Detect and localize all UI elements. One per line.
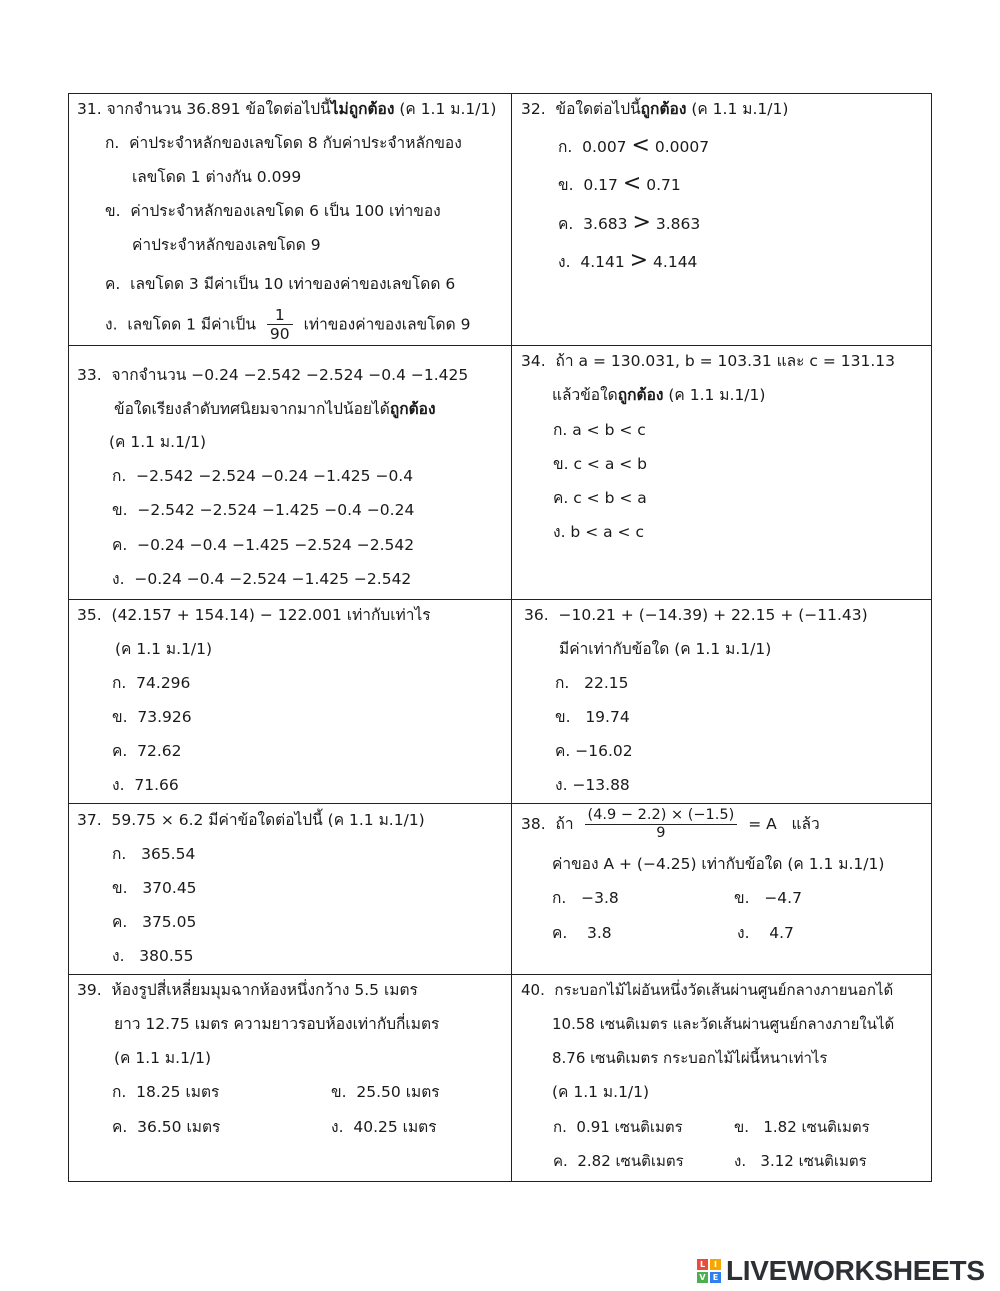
choice-b[interactable]: ข. 370.45 — [112, 879, 197, 897]
question-37-stem: 37. 59.75 × 6.2 มีค่าข้อใดต่อไปนี้ (ค 1.1 ม.1/1) — [77, 811, 425, 829]
choice-d[interactable]: ง. b < a < c — [553, 523, 644, 541]
table-border-right — [931, 93, 932, 1182]
choice-a[interactable]: ก. a < b < c — [553, 421, 646, 439]
choice-label: ก. — [105, 134, 120, 152]
question-32 — [512, 94, 931, 345]
choice-c[interactable]: ค. 36.50 เมตร — [112, 1118, 221, 1136]
question-32-stem: 32. ข้อใดต่อไปนี้ถูกต้อง (ค 1.1 ม.1/1) — [521, 100, 789, 118]
choice-a[interactable]: ก. 0.007 < 0.0007 — [558, 133, 710, 158]
curriculum-code: (ค 1.1 ม.1/1) — [552, 1083, 650, 1101]
question-number: 39. — [77, 981, 102, 999]
logo-letter: I — [710, 1259, 721, 1270]
choice-d[interactable]: ง. 40.25 เมตร — [331, 1118, 437, 1136]
choice-a[interactable]: ก. −2.542 −2.524 −0.24 −1.425 −0.4 — [112, 467, 414, 485]
question-number: 37. — [77, 811, 102, 829]
choice-c[interactable]: ค. 3.8 — [552, 924, 612, 942]
question-33-stem: 33. จากจำนวน −0.24 −2.542 −2.524 −0.4 −1.425 — [77, 366, 469, 384]
choice-c[interactable]: ค. 72.62 — [112, 742, 182, 760]
choice-c[interactable]: ค. −16.02 — [555, 742, 633, 760]
choice-c[interactable]: ค. 2.82 เซนติเมตร — [553, 1152, 684, 1170]
question-number: 38. — [521, 815, 546, 834]
question-40 — [512, 975, 931, 1181]
greater-than-sign: > — [629, 248, 649, 273]
fraction: $\frac{(4.9 - 2.2) \times (-1.5)}{9}$ — [585, 808, 738, 841]
less-than-sign: < — [622, 171, 642, 196]
logo-letter: E — [710, 1272, 721, 1283]
choice-d[interactable]: ง. 380.55 — [112, 947, 194, 965]
question-31 — [69, 94, 511, 345]
choice-b[interactable]: ข. 25.50 เมตร — [331, 1083, 440, 1101]
question-33-stem-line2: ข้อใดเรียงลำดับทศนิยมจากมากไปน้อยได้ถูกต้อง — [114, 400, 436, 418]
choice-b[interactable]: ข. 19.74 — [555, 708, 630, 726]
curriculum-code: (ค 1.1 ม.1/1) — [114, 1049, 212, 1067]
curriculum-code: (ค 1.1 ม.1/1) — [109, 433, 207, 451]
question-34-stem: 34. ถ้า a = 130.031, b = 103.31 และ c = 131.13 — [521, 352, 896, 370]
choice-b[interactable]: ข. ค่าประจำหลักของเลขโดด 6 เป็น 100 เท่าของ — [105, 202, 441, 220]
choice-d[interactable]: ง. 71.66 — [112, 776, 179, 794]
choice-label: ค. — [105, 275, 121, 293]
question-39-stem-line2: ยาว 12.75 เมตร ความยาวรอบห้องเท่ากับกี่เมตร — [114, 1015, 440, 1033]
choice-d[interactable]: ง. −13.88 — [555, 776, 630, 794]
choice-b[interactable]: ข. 73.926 — [112, 708, 192, 726]
logo-text: LIVEWORKSHEETS — [726, 1255, 985, 1286]
question-number: 40. — [521, 981, 545, 999]
choice-a[interactable]: ก. ค่าประจำหลักของเลขโดด 8 กับค่าประจำหลักของ — [105, 134, 462, 152]
choice-a-continued: เลขโดด 1 ต่างกัน 0.099 — [132, 168, 302, 186]
choice-label: ง. — [105, 315, 118, 334]
question-37 — [69, 804, 511, 974]
question-number: 35. — [77, 606, 102, 624]
choice-b-continued: ค่าประจำหลักของเลขโดด 9 — [132, 236, 321, 254]
question-38-stem-line2: ค่าของ A + (−4.25) เท่ากับข้อใด (ค 1.1 ม.1/1) — [552, 855, 885, 873]
choice-d[interactable]: ง. 3.12 เซนติเมตร — [734, 1152, 867, 1170]
live-logo-icon — [697, 1259, 721, 1283]
choice-c[interactable]: ค. −0.24 −0.4 −1.425 −2.524 −2.542 — [112, 536, 415, 554]
choice-a[interactable]: ก. 74.296 — [112, 674, 191, 692]
question-35 — [69, 600, 511, 803]
choice-b[interactable]: ข. −2.542 −2.524 −1.425 −0.4 −0.24 — [112, 501, 415, 519]
question-40-stem-line3: 8.76 เซนติเมตร กระบอกไม้ไผ่นี้หนาเท่าไร — [552, 1049, 828, 1067]
choice-d[interactable]: ง. 4.141 > 4.144 — [558, 248, 698, 273]
choice-a[interactable]: ก. 0.91 เซนติเมตร — [553, 1118, 683, 1136]
logo-letter: V — [697, 1272, 708, 1283]
choice-b[interactable]: ข. 1.82 เซนติเมตร — [734, 1118, 870, 1136]
question-number: 31. — [77, 100, 102, 118]
question-number: 32. — [521, 100, 546, 118]
question-33 — [69, 346, 511, 599]
question-36-stem: 36. −10.21 + (−14.39) + 22.15 + (−11.43) — [524, 606, 868, 624]
fraction: $\frac{1}{90}$ — [267, 307, 293, 343]
question-number: 36. — [524, 606, 549, 624]
liveworksheets-logo[interactable] — [697, 1257, 985, 1285]
question-34-stem-line2: แล้วข้อใดถูกต้อง (ค 1.1 ม.1/1) — [552, 386, 766, 404]
choice-label: ข. — [105, 202, 121, 220]
choice-c[interactable]: ค. c < b < a — [553, 489, 647, 507]
logo-letter: L — [697, 1259, 708, 1270]
greater-than-sign: > — [632, 210, 651, 235]
choice-a[interactable]: ก. 22.15 — [555, 674, 629, 692]
choice-c[interactable]: ค. เลขโดด 3 มีค่าเป็น 10 เท่าของค่าของเลขโดด 6 — [105, 275, 456, 293]
choice-b[interactable]: ข. −4.7 — [734, 889, 802, 907]
choice-c[interactable]: ค. 3.683 > 3.863 — [558, 210, 701, 235]
question-number: 33. — [77, 366, 102, 384]
question-31-stem: 31. จากจำนวน 36.891 ข้อใดต่อไปนี้ไม่ถูกต้อง (ค 1.1 ม.1/1) — [77, 100, 497, 118]
choice-b[interactable]: ข. c < a < b — [553, 455, 647, 473]
choice-a[interactable]: ก. −3.8 — [552, 889, 619, 907]
question-number: 34. — [521, 352, 546, 370]
question-40-stem-line2: 10.58 เซนติเมตร และวัดเส้นผ่านศูนย์กลางภายในได้ — [552, 1015, 895, 1033]
question-38-stem: 38. ถ้า $\frac{(4.9 - 2.2) \times (-1.5)}{9}$ = A แล้ว — [521, 807, 820, 842]
question-35-stem: 35. (42.157 + 154.14) − 122.001 เท่ากับเท่าไร — [77, 606, 431, 624]
choice-d[interactable]: ง. −0.24 −0.4 −2.524 −1.425 −2.542 — [112, 570, 412, 588]
question-39 — [69, 975, 511, 1181]
less-than-sign: < — [631, 133, 650, 158]
question-36-stem-line2: มีค่าเท่ากับข้อใด (ค 1.1 ม.1/1) — [559, 640, 772, 658]
choice-c[interactable]: ค. 375.05 — [112, 913, 197, 931]
question-36 — [512, 600, 931, 803]
question-34 — [512, 346, 931, 599]
choice-d[interactable]: ง. 4.7 — [737, 924, 794, 942]
choice-d[interactable]: ง. เลขโดด 1 มีค่าเป็น $\frac{1}{90}$ เท่าของค่าของเลขโดด 9 — [105, 306, 471, 344]
choice-a[interactable]: ก. 365.54 — [112, 845, 196, 863]
question-38 — [512, 804, 931, 974]
question-40-stem: 40. กระบอกไม้ไผ่อันหนึ่งวัดเส้นผ่านศูนย์กลางภายนอกได้ — [521, 981, 894, 999]
choice-b[interactable]: ข. 0.17 < 0.71 — [558, 171, 681, 196]
table-border-bottom — [68, 1181, 932, 1182]
curriculum-code: (ค 1.1 ม.1/1) — [115, 640, 213, 658]
choice-a[interactable]: ก. 18.25 เมตร — [112, 1083, 220, 1101]
question-39-stem: 39. ห้องรูปสี่เหลี่ยมมุมฉากห้องหนึ่งกว้าง 5.5 เมตร — [77, 981, 418, 999]
